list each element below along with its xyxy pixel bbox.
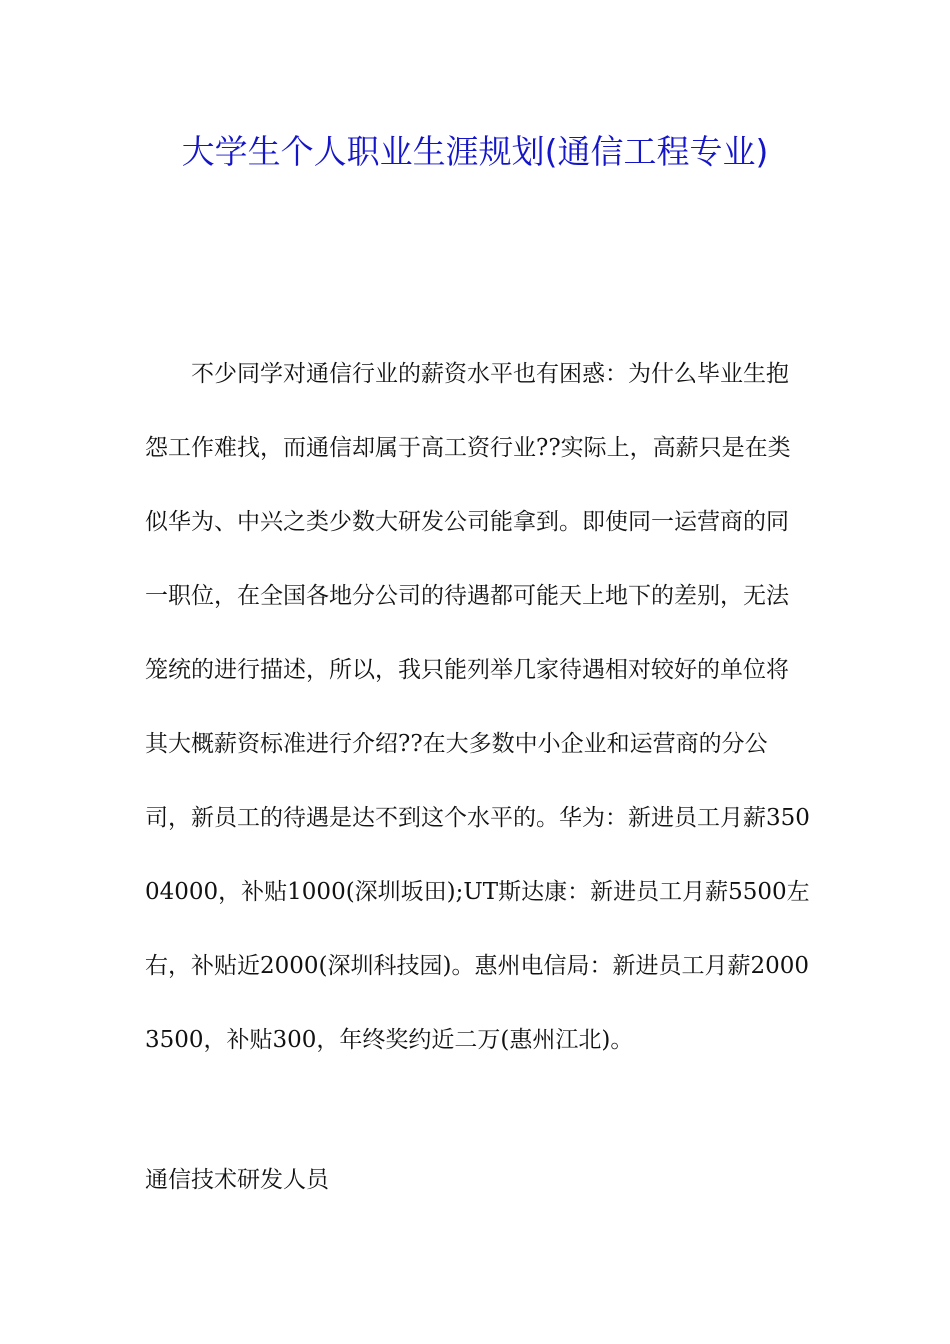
document-title: 大学生个人职业生涯规划(通信工程专业) [181, 132, 769, 171]
body-paragraph: 不少同学对通信行业的薪资水平也有困惑：为什么毕业生抱怨工作难找，而通信却属于高工资行业??实际上，高薪只是在类似华为、中兴之类少数大研发公司能拿到。即使同一运营商的同一职位，在全国各地分公司的待遇都可能天上地下的差别，无法笼统的进行描述，所以，我只能列举几家待遇相对较好的单位将其大概薪资标准进行介绍??在大多数中小企业和运营商的分公司，新员工的待遇是达不到这个水平的。华为：新进员工月薪35004000，补贴1000(深圳坂田);UT斯达康：新进员工月薪5500左右，补贴近2000(深圳科技园)。惠州电信局：新进员工月薪20003500，补贴300，年终奖约近二万(惠州江北)。 [145, 361, 810, 1053]
section-heading: 通信技术研发人员 [145, 1167, 329, 1193]
